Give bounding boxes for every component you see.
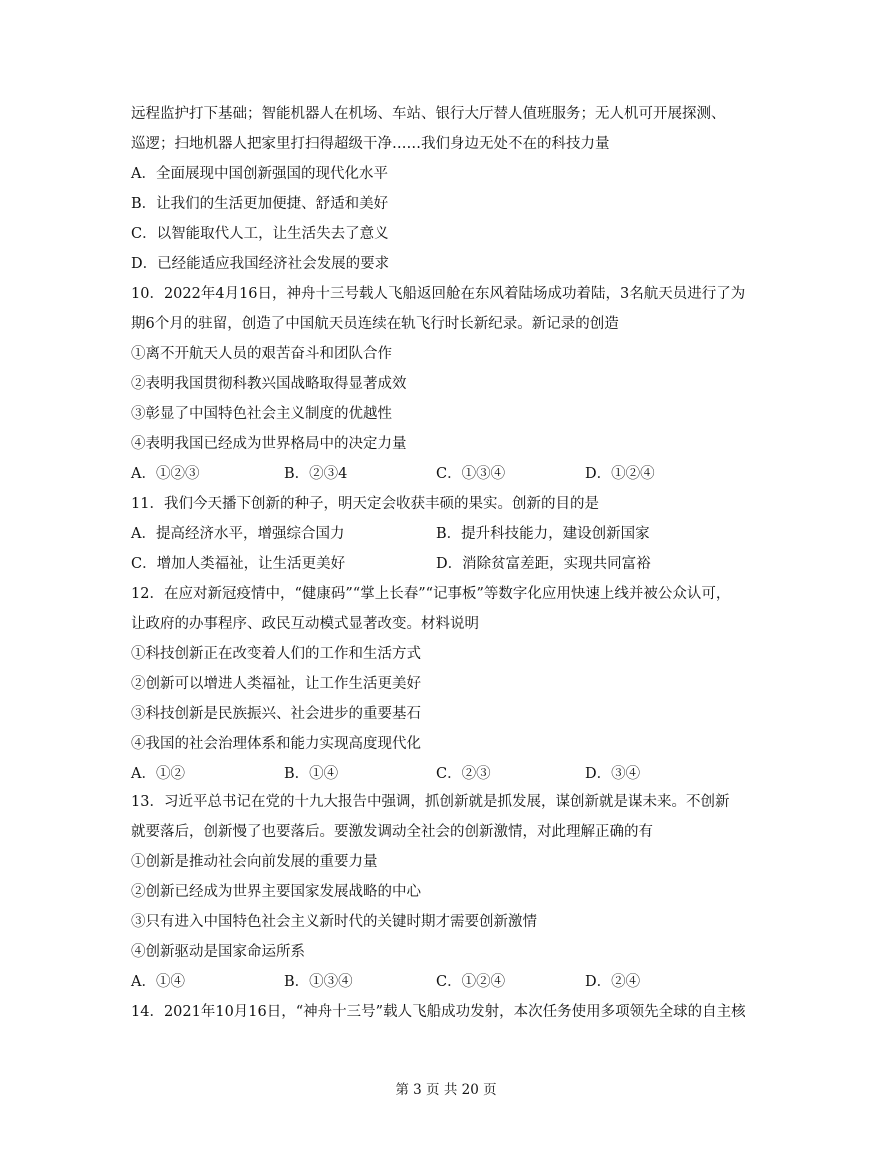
q12-stem-line-1: 12．在应对新冠疫情中，“健康码”“掌上长春”“记事板”等数字化应用快速上线并被公众认可， — [131, 586, 731, 602]
q12-item-2: ②创新可以增进人类福祉，让工作生活更美好 — [131, 676, 421, 692]
q13-item-1: ①创新是推动社会向前发展的重要力量 — [131, 854, 378, 870]
q11-option-c: C．增加人类福祉，让生活更美好 — [131, 556, 346, 572]
q9-stem-line-1: 远程监护打下基础；智能机器人在机场、车站、银行大厅替人值班服务；无人机可开展探测、 — [131, 106, 726, 122]
q14-stem-line-1: 14．2021年10月16日，“神舟十三号”载人飞船成功发射，本次任务使用多项领先全球的自主核 — [131, 1004, 746, 1020]
q13-option-c: C．①②④ — [436, 974, 506, 990]
q13-option-d: D．②④ — [585, 974, 641, 990]
q10-stem-line-2: 期6个月的驻留，创造了中国航天员连续在轨飞行时长新纪录。新记录的创造 — [131, 316, 619, 332]
q11-stem: 11．我们今天播下创新的种子，明天定会收获丰硕的果实。创新的目的是 — [131, 496, 599, 512]
q13-item-2: ②创新已经成为世界主要国家发展战略的中心 — [131, 884, 421, 900]
page-footer: 第 3 页 共 20 页 — [395, 1082, 497, 1098]
q13-stem-line-1: 13．习近平总书记在党的十九大报告中强调，抓创新就是抓发展，谋创新就是谋未来。不创新 — [131, 794, 730, 810]
q13-item-3: ③只有进入中国特色社会主义新时代的关键时期才需要创新激情 — [131, 914, 537, 930]
q10-item-4: ④表明我国已经成为世界格局中的决定力量 — [131, 436, 407, 452]
q9-stem-line-2: 巡逻；扫地机器人把家里打扫得超级干净……我们身边无处不在的科技力量 — [131, 136, 610, 152]
q10-item-2: ②表明我国贯彻科教兴国战略取得显著成效 — [131, 376, 407, 392]
q12-stem-line-2: 让政府的办事程序、政民互动模式显著改变。材料说明 — [131, 616, 479, 632]
q11-option-b: B．提升科技能力，建设创新国家 — [436, 526, 650, 542]
q10-stem-line-1: 10．2022年4月16日，神舟十三号载人飞船返回舱在东风着陆场成功着陆，3名航天员进行了为 — [131, 286, 746, 302]
q11-option-d: D．消除贫富差距，实现共同富裕 — [436, 556, 651, 572]
q10-option-d: D．①②④ — [585, 466, 655, 482]
q12-option-d: D．③④ — [585, 766, 641, 782]
q9-option-a: A．全面展现中国创新强国的现代化水平 — [131, 166, 388, 182]
q10-item-1: ①离不开航天人员的艰苦奋斗和团队合作 — [131, 346, 392, 362]
q12-item-4: ④我国的社会治理体系和能力实现高度现代化 — [131, 736, 421, 752]
q9-option-b: B．让我们的生活更加便捷、舒适和美好 — [131, 196, 389, 212]
q13-stem-line-2: 就要落后，创新慢了也要落后。要激发调动全社会的创新激情，对此理解正确的有 — [131, 824, 653, 840]
q10-item-3: ③彰显了中国特色社会主义制度的优越性 — [131, 406, 392, 422]
q12-option-a: A．①② — [131, 766, 185, 782]
q11-option-a: A．提高经济水平，增强综合国力 — [131, 526, 345, 542]
q13-option-b: B．①③④ — [284, 974, 353, 990]
q12-option-c: C．②③ — [436, 766, 491, 782]
q10-option-c: C．①③④ — [436, 466, 506, 482]
q12-option-b: B．①④ — [284, 766, 339, 782]
q9-option-d: D．已经能适应我国经济社会发展的要求 — [131, 256, 390, 272]
q10-option-b: B．②③4 — [284, 466, 348, 482]
q13-option-a: A．①④ — [131, 974, 185, 990]
q9-option-c: C．以智能取代人工，让生活失去了意义 — [131, 226, 389, 242]
q12-item-1: ①科技创新正在改变着人们的工作和生活方式 — [131, 646, 421, 662]
q13-item-4: ④创新驱动是国家命运所系 — [131, 944, 305, 960]
q12-item-3: ③科技创新是民族振兴、社会进步的重要基石 — [131, 706, 421, 722]
q10-option-a: A．①②③ — [131, 466, 200, 482]
